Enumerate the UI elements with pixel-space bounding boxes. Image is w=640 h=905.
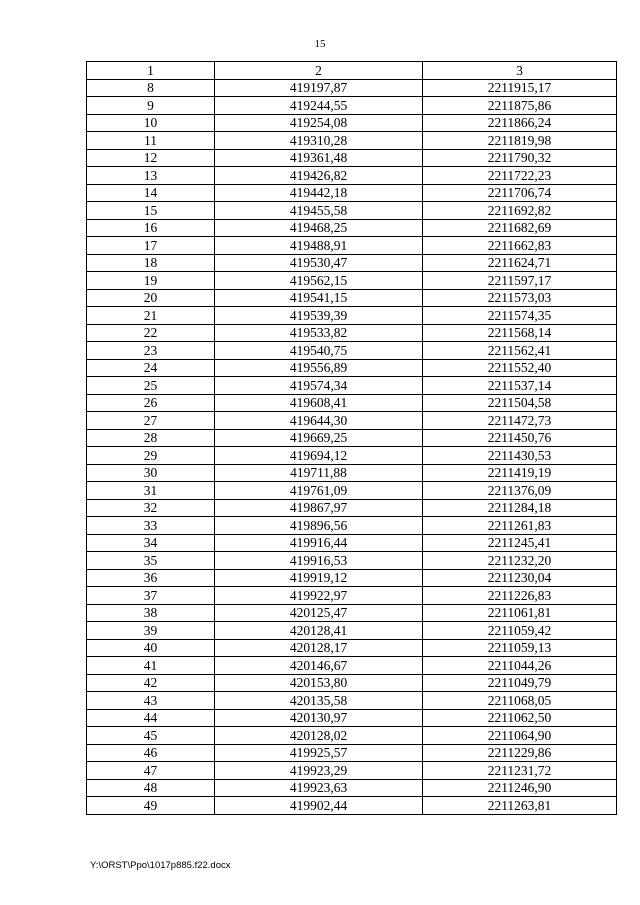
table-row bbox=[87, 289, 617, 307]
table-row bbox=[87, 569, 617, 587]
table-row bbox=[87, 254, 617, 272]
y-coordinate-cell: 2211790,32 bbox=[423, 149, 617, 167]
y-coordinate-cell: 2211866,24 bbox=[423, 114, 617, 132]
x-coordinate-cell: 419574,34 bbox=[215, 377, 423, 395]
table-row bbox=[87, 184, 617, 202]
table-row bbox=[87, 727, 617, 745]
y-coordinate-cell: 2211062,50 bbox=[423, 709, 617, 727]
point-number-cell: 33 bbox=[87, 517, 215, 535]
table-row bbox=[87, 219, 617, 237]
point-number-cell: 14 bbox=[87, 184, 215, 202]
point-number-cell: 39 bbox=[87, 622, 215, 640]
table-row bbox=[87, 639, 617, 657]
point-number-cell: 19 bbox=[87, 272, 215, 290]
table-row bbox=[87, 394, 617, 412]
x-coordinate-cell: 419468,25 bbox=[215, 219, 423, 237]
column-header: 3 bbox=[423, 62, 617, 80]
y-coordinate-cell: 2211573,03 bbox=[423, 289, 617, 307]
x-coordinate-cell: 419711,88 bbox=[215, 464, 423, 482]
y-coordinate-cell: 2211706,74 bbox=[423, 184, 617, 202]
point-number-cell: 10 bbox=[87, 114, 215, 132]
column-header: 1 bbox=[87, 62, 215, 80]
point-number-cell: 23 bbox=[87, 342, 215, 360]
x-coordinate-cell: 420128,17 bbox=[215, 639, 423, 657]
x-coordinate-cell: 419455,58 bbox=[215, 202, 423, 220]
y-coordinate-cell: 2211537,14 bbox=[423, 377, 617, 395]
page-number: 15 bbox=[314, 38, 326, 50]
x-coordinate-cell: 420125,47 bbox=[215, 604, 423, 622]
point-number-cell: 9 bbox=[87, 97, 215, 115]
point-number-cell: 34 bbox=[87, 534, 215, 552]
y-coordinate-cell: 2211245,41 bbox=[423, 534, 617, 552]
table-row bbox=[87, 622, 617, 640]
x-coordinate-cell: 419867,97 bbox=[215, 499, 423, 517]
table-row bbox=[87, 674, 617, 692]
y-coordinate-cell: 2211232,20 bbox=[423, 552, 617, 570]
y-coordinate-cell: 2211064,90 bbox=[423, 727, 617, 745]
x-coordinate-cell: 419923,63 bbox=[215, 779, 423, 797]
point-number-cell: 42 bbox=[87, 674, 215, 692]
point-number-cell: 32 bbox=[87, 499, 215, 517]
table-row bbox=[87, 779, 617, 797]
y-coordinate-cell: 2211049,79 bbox=[423, 674, 617, 692]
x-coordinate-cell: 419442,18 bbox=[215, 184, 423, 202]
x-coordinate-cell: 419896,56 bbox=[215, 517, 423, 535]
y-coordinate-cell: 2211562,41 bbox=[423, 342, 617, 360]
x-coordinate-cell: 419925,57 bbox=[215, 744, 423, 762]
point-number-cell: 44 bbox=[87, 709, 215, 727]
y-coordinate-cell: 2211419,19 bbox=[423, 464, 617, 482]
point-number-cell: 27 bbox=[87, 412, 215, 430]
x-coordinate-cell: 420130,97 bbox=[215, 709, 423, 727]
table-row bbox=[87, 797, 617, 815]
point-number-cell: 21 bbox=[87, 307, 215, 325]
y-coordinate-cell: 2211624,71 bbox=[423, 254, 617, 272]
point-number-cell: 37 bbox=[87, 587, 215, 605]
x-coordinate-cell: 419562,15 bbox=[215, 272, 423, 290]
y-coordinate-cell: 2211574,35 bbox=[423, 307, 617, 325]
point-number-cell: 31 bbox=[87, 482, 215, 500]
table-row bbox=[87, 359, 617, 377]
y-coordinate-cell: 2211226,83 bbox=[423, 587, 617, 605]
point-number-cell: 29 bbox=[87, 447, 215, 465]
x-coordinate-cell: 419530,47 bbox=[215, 254, 423, 272]
point-number-cell: 49 bbox=[87, 797, 215, 815]
y-coordinate-cell: 2211568,14 bbox=[423, 324, 617, 342]
y-coordinate-cell: 2211261,83 bbox=[423, 517, 617, 535]
x-coordinate-cell: 419902,44 bbox=[215, 797, 423, 815]
table-row bbox=[87, 762, 617, 780]
y-coordinate-cell: 2211819,98 bbox=[423, 132, 617, 150]
coordinates-table bbox=[86, 61, 617, 815]
y-coordinate-cell: 2211061,81 bbox=[423, 604, 617, 622]
column-header: 2 bbox=[215, 62, 423, 80]
x-coordinate-cell: 419916,53 bbox=[215, 552, 423, 570]
y-coordinate-cell: 2211450,76 bbox=[423, 429, 617, 447]
y-coordinate-cell: 2211682,69 bbox=[423, 219, 617, 237]
table-row bbox=[87, 97, 617, 115]
x-coordinate-cell: 420153,80 bbox=[215, 674, 423, 692]
table-body bbox=[87, 79, 617, 814]
y-coordinate-cell: 2211875,86 bbox=[423, 97, 617, 115]
point-number-cell: 24 bbox=[87, 359, 215, 377]
point-number-cell: 41 bbox=[87, 657, 215, 675]
x-coordinate-cell: 419608,41 bbox=[215, 394, 423, 412]
y-coordinate-cell: 2211246,90 bbox=[423, 779, 617, 797]
table-row bbox=[87, 307, 617, 325]
point-number-cell: 30 bbox=[87, 464, 215, 482]
table-row bbox=[87, 447, 617, 465]
point-number-cell: 18 bbox=[87, 254, 215, 272]
table-row bbox=[87, 517, 617, 535]
point-number-cell: 20 bbox=[87, 289, 215, 307]
point-number-cell: 48 bbox=[87, 779, 215, 797]
table-row bbox=[87, 202, 617, 220]
x-coordinate-cell: 419919,12 bbox=[215, 569, 423, 587]
table-row bbox=[87, 692, 617, 710]
y-coordinate-cell: 2211552,40 bbox=[423, 359, 617, 377]
table-row bbox=[87, 167, 617, 185]
x-coordinate-cell: 420128,41 bbox=[215, 622, 423, 640]
table-row bbox=[87, 429, 617, 447]
y-coordinate-cell: 2211068,05 bbox=[423, 692, 617, 710]
y-coordinate-cell: 2211915,17 bbox=[423, 79, 617, 97]
x-coordinate-cell: 419244,55 bbox=[215, 97, 423, 115]
x-coordinate-cell: 419540,75 bbox=[215, 342, 423, 360]
table-row bbox=[87, 342, 617, 360]
x-coordinate-cell: 420135,58 bbox=[215, 692, 423, 710]
table-row bbox=[87, 657, 617, 675]
x-coordinate-cell: 419556,89 bbox=[215, 359, 423, 377]
x-coordinate-cell: 419197,87 bbox=[215, 79, 423, 97]
point-number-cell: 12 bbox=[87, 149, 215, 167]
point-number-cell: 17 bbox=[87, 237, 215, 255]
point-number-cell: 46 bbox=[87, 744, 215, 762]
y-coordinate-cell: 2211059,42 bbox=[423, 622, 617, 640]
table-row bbox=[87, 587, 617, 605]
y-coordinate-cell: 2211230,04 bbox=[423, 569, 617, 587]
table-row bbox=[87, 237, 617, 255]
table-row bbox=[87, 552, 617, 570]
point-number-cell: 8 bbox=[87, 79, 215, 97]
point-number-cell: 15 bbox=[87, 202, 215, 220]
table-row bbox=[87, 114, 617, 132]
x-coordinate-cell: 419426,82 bbox=[215, 167, 423, 185]
point-number-cell: 22 bbox=[87, 324, 215, 342]
table-row bbox=[87, 499, 617, 517]
x-coordinate-cell: 419923,29 bbox=[215, 762, 423, 780]
table-row bbox=[87, 132, 617, 150]
table-row bbox=[87, 604, 617, 622]
y-coordinate-cell: 2211430,53 bbox=[423, 447, 617, 465]
y-coordinate-cell: 2211376,09 bbox=[423, 482, 617, 500]
table-row bbox=[87, 744, 617, 762]
x-coordinate-cell: 419922,97 bbox=[215, 587, 423, 605]
x-coordinate-cell: 419916,44 bbox=[215, 534, 423, 552]
x-coordinate-cell: 419694,12 bbox=[215, 447, 423, 465]
document-file-path: Y:\ORST\Ppo\1017p885.f22.docx bbox=[90, 860, 231, 871]
y-coordinate-cell: 2211504,58 bbox=[423, 394, 617, 412]
point-number-cell: 45 bbox=[87, 727, 215, 745]
table-header-row bbox=[87, 62, 617, 80]
table-row bbox=[87, 482, 617, 500]
point-number-cell: 40 bbox=[87, 639, 215, 657]
table-row bbox=[87, 79, 617, 97]
table-row bbox=[87, 709, 617, 727]
y-coordinate-cell: 2211044,26 bbox=[423, 657, 617, 675]
x-coordinate-cell: 419533,82 bbox=[215, 324, 423, 342]
x-coordinate-cell: 419539,39 bbox=[215, 307, 423, 325]
x-coordinate-cell: 419644,30 bbox=[215, 412, 423, 430]
y-coordinate-cell: 2211662,83 bbox=[423, 237, 617, 255]
point-number-cell: 11 bbox=[87, 132, 215, 150]
point-number-cell: 36 bbox=[87, 569, 215, 587]
table-row bbox=[87, 464, 617, 482]
point-number-cell: 16 bbox=[87, 219, 215, 237]
y-coordinate-cell: 2211692,82 bbox=[423, 202, 617, 220]
y-coordinate-cell: 2211597,17 bbox=[423, 272, 617, 290]
point-number-cell: 28 bbox=[87, 429, 215, 447]
x-coordinate-cell: 419488,91 bbox=[215, 237, 423, 255]
table-row bbox=[87, 272, 617, 290]
x-coordinate-cell: 419310,28 bbox=[215, 132, 423, 150]
table-row bbox=[87, 324, 617, 342]
point-number-cell: 35 bbox=[87, 552, 215, 570]
y-coordinate-cell: 2211263,81 bbox=[423, 797, 617, 815]
point-number-cell: 26 bbox=[87, 394, 215, 412]
x-coordinate-cell: 419254,08 bbox=[215, 114, 423, 132]
y-coordinate-cell: 2211231,72 bbox=[423, 762, 617, 780]
point-number-cell: 43 bbox=[87, 692, 215, 710]
y-coordinate-cell: 2211229,86 bbox=[423, 744, 617, 762]
point-number-cell: 25 bbox=[87, 377, 215, 395]
point-number-cell: 38 bbox=[87, 604, 215, 622]
x-coordinate-cell: 419761,09 bbox=[215, 482, 423, 500]
table-row bbox=[87, 149, 617, 167]
x-coordinate-cell: 419669,25 bbox=[215, 429, 423, 447]
point-number-cell: 13 bbox=[87, 167, 215, 185]
x-coordinate-cell: 420146,67 bbox=[215, 657, 423, 675]
table-row bbox=[87, 377, 617, 395]
point-number-cell: 47 bbox=[87, 762, 215, 780]
table-row bbox=[87, 412, 617, 430]
y-coordinate-cell: 2211059,13 bbox=[423, 639, 617, 657]
y-coordinate-cell: 2211722,23 bbox=[423, 167, 617, 185]
table-row bbox=[87, 534, 617, 552]
y-coordinate-cell: 2211472,73 bbox=[423, 412, 617, 430]
x-coordinate-cell: 420128,02 bbox=[215, 727, 423, 745]
x-coordinate-cell: 419361,48 bbox=[215, 149, 423, 167]
x-coordinate-cell: 419541,15 bbox=[215, 289, 423, 307]
y-coordinate-cell: 2211284,18 bbox=[423, 499, 617, 517]
